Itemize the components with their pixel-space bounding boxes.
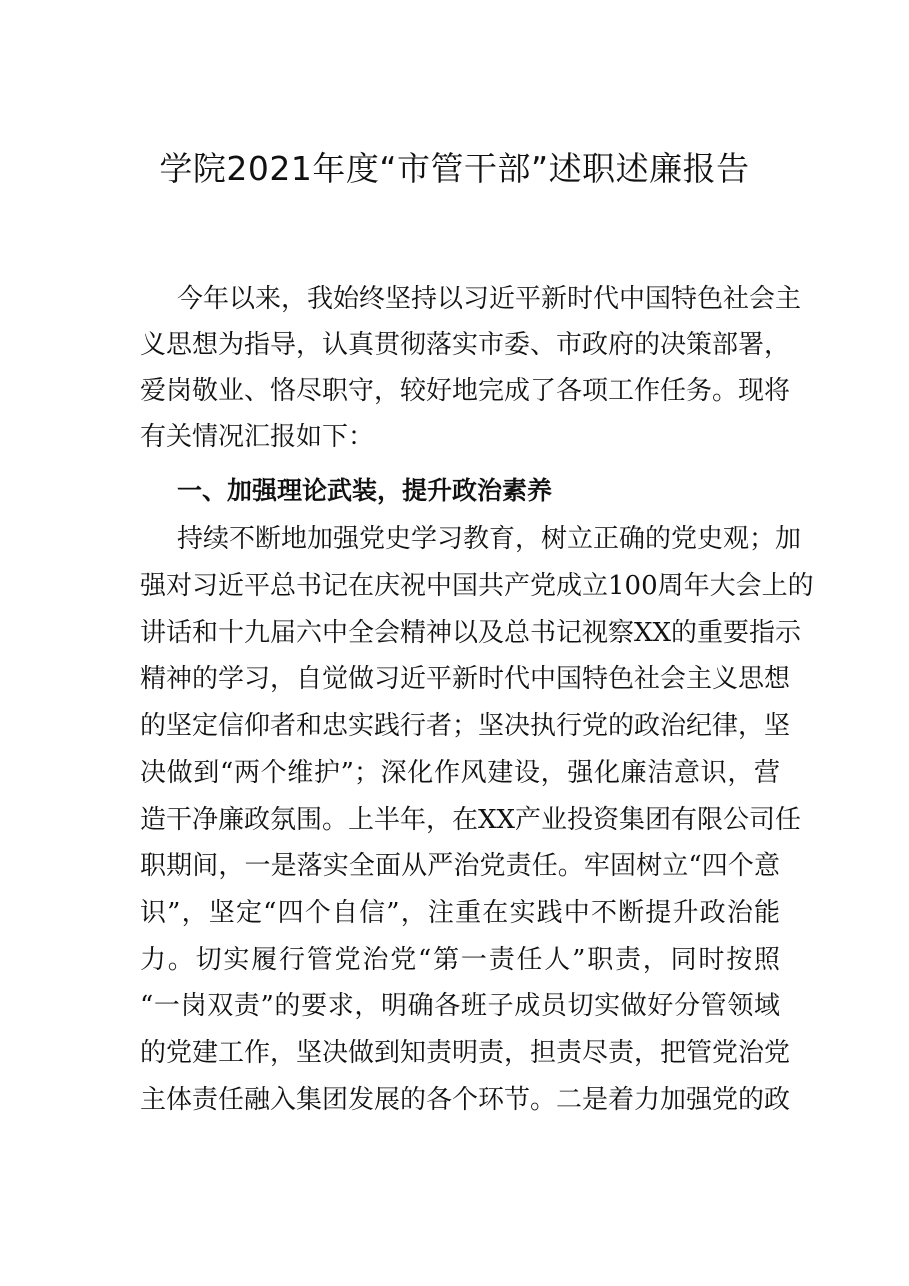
body-line: 主体责任融入集团发展的各个环节。二是着力加强党的政 [140,1085,791,1115]
body-line: 力。切实履行管党治党“第一责任人”职责，同时按照 [140,945,780,975]
body-line: 的党建工作，坚决做到知责明责，担责尽责，把管党治党 [140,1038,791,1068]
intro-line: 爱岗敬业、恪尽职守，较好地完成了各项工作任务。现将 [140,376,791,406]
body-line: 精神的学习，自觉做习近平新时代中国特色社会主义思想 [140,664,791,694]
body-line: 职期间，一是落实全面从严治党责任。牢固树立“四个意 [140,851,780,881]
body-line: 决做到“两个维护”；深化作风建设，强化廉洁意识，营 [140,758,780,788]
intro-line: 义思想为指导，认真贯彻落实市委、市政府的决策部署， [140,330,791,360]
body-line: 的坚定信仰者和忠实践行者；坚决执行党的政治纪律，坚 [140,711,791,741]
body-line: 识”，坚定“四个自信”，注重在实践中不断提升政治能 [140,898,780,928]
document-title: 学院2021年度“市管干部”述职述廉报告 [159,149,750,188]
body-line: 讲话和十九届六中全会精神以及总书记视察XX的重要指示 [140,618,802,648]
intro-line: 有关情况汇报如下： [140,422,375,452]
body-line: “一岗双责”的要求，明确各班子成员切实做好分管领域 [140,991,780,1021]
section-heading: 一、加强理论武装，提升政治素养 [177,476,553,505]
body-line: 造干净廉政氛围。上半年，在XX产业投资集团有限公司任 [140,805,802,835]
body-line: 持续不断地加强党史学习教育，树立正确的党史观；加 [177,524,802,554]
intro-line: 今年以来，我始终坚持以习近平新时代中国特色社会主 [177,284,802,314]
body-line: 强对习近平总书记在庆祝中国共产党成立100周年大会上的 [140,571,814,601]
